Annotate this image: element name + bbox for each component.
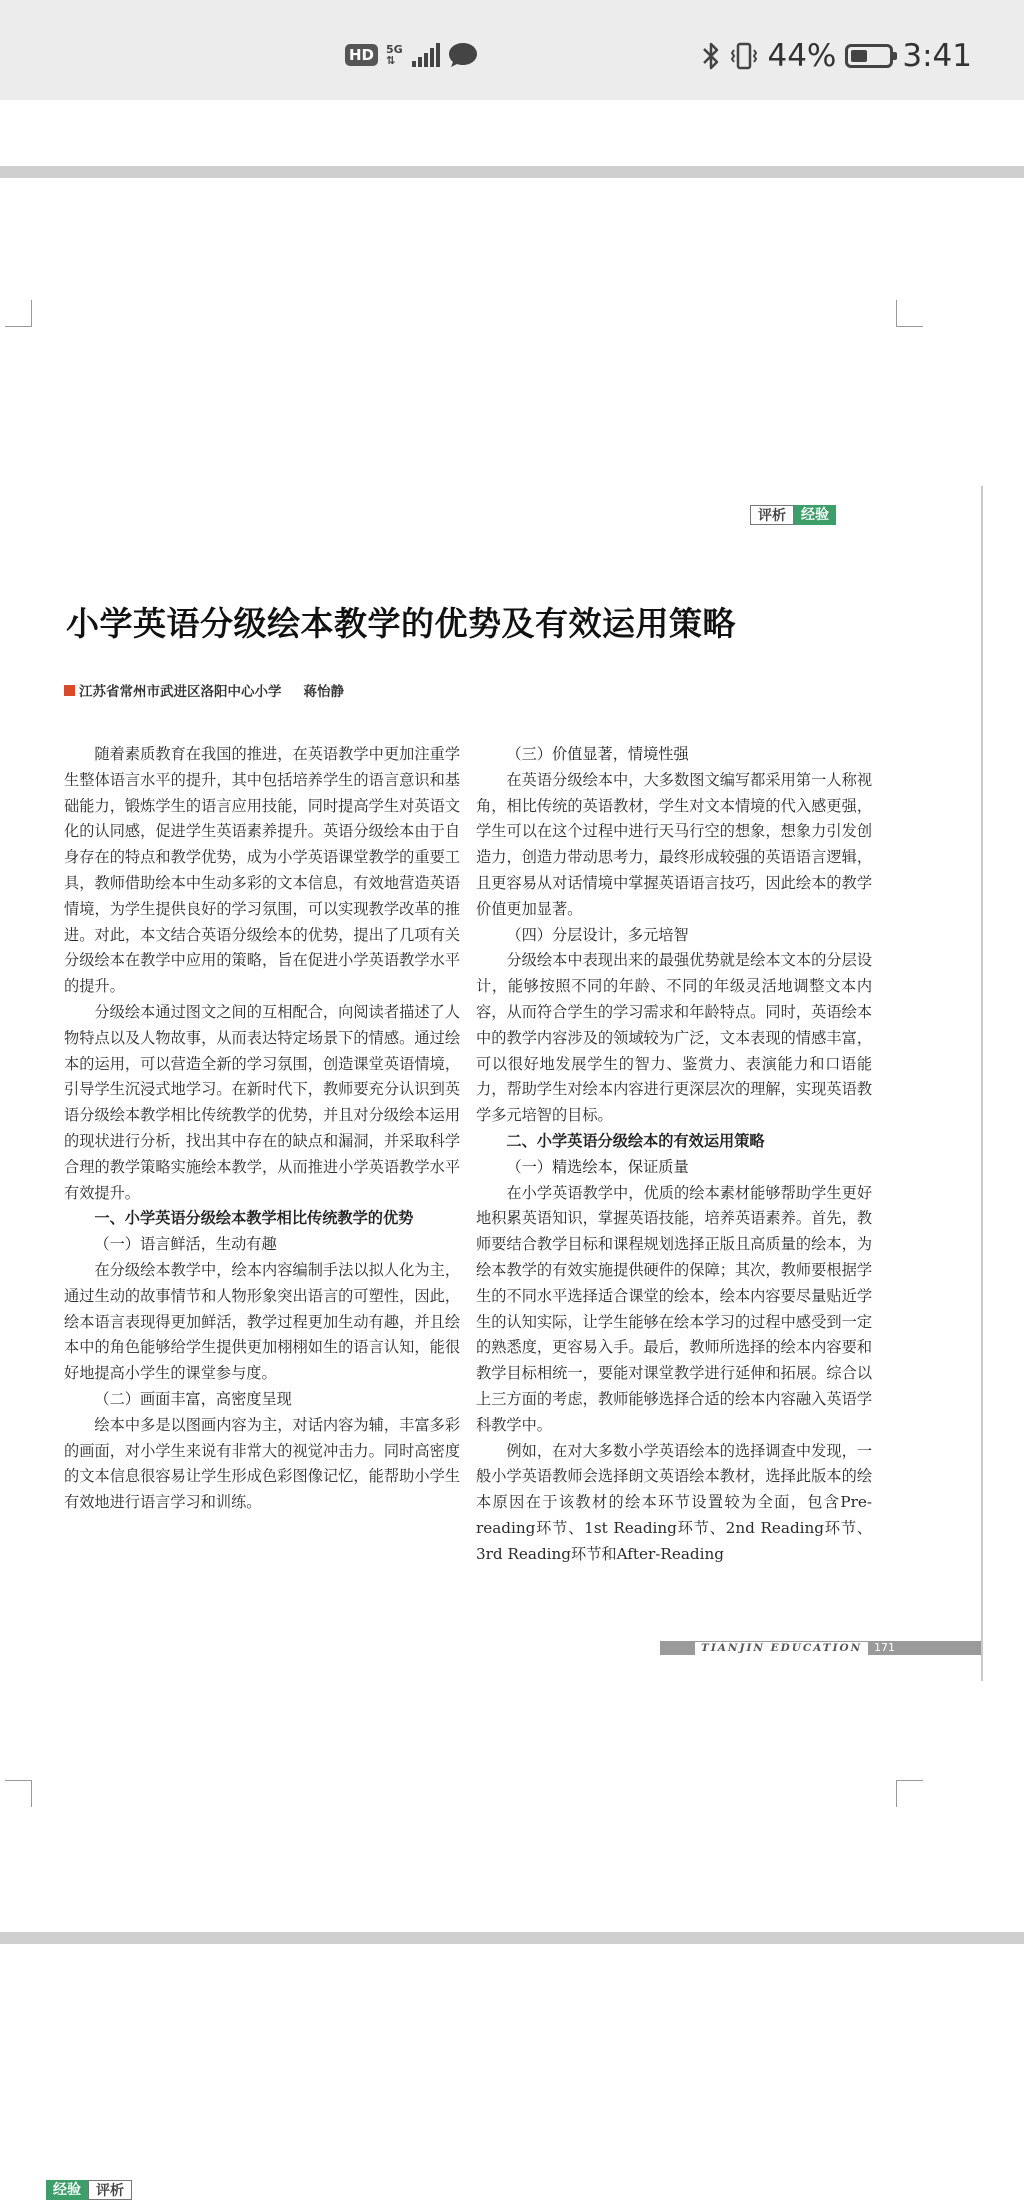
battery-percent: 44%	[767, 38, 837, 74]
text-column-right	[476, 742, 872, 1568]
bluetooth-icon	[701, 41, 721, 71]
paragraph: 随着素质教育在我国的推进，在英语教学中更加注重学生整体语言水平的提升，其中包括培养学生的语言意识和基础能力，锻炼学生的语言应用技能，同时提高学生对英语文化的认同感，促进学生英语素养提升。英语分级绘本由于自身存在的特点和教学优势，成为小学英语课堂教学的重要工具，教师借助绘本中生动多彩的文本信息，有效地营造英语情境，为学生提供良好的学习氛围，可以实现教学改革的推进。对此，本文结合英语分级绘本的优势，提出了几项有关分级绘本在教学中应用的策略，旨在促进小学英语教学水平的提升。	[64, 745, 460, 996]
paragraph: 绘本中多是以图画内容为主，对话内容为辅，丰富多彩的画面，对小学生来说有非常大的视觉冲击力。同时高密度的文本信息很容易让学生形成色彩图像记忆，能帮助小学生有效地进行语言学习和训练。	[64, 1415, 460, 1512]
section-heading: 二、小学英语分级绘本的有效运用策略	[506, 1131, 765, 1150]
network-type: 5G ⇅	[386, 43, 403, 67]
paragraph: 在英语分级绘本中，大多数图文编写都采用第一人称视角，相比传统的英语教材，学生对文本情境的代入感更强，学生可以在这个过程中进行天马行空的想象，想象力引发创造力，创造力带动思考力，最终形成较强的英语语言逻辑，且更容易从对话情境中掌握英语语言技巧，因此绘本的教学价值更加显著。	[476, 770, 872, 918]
text-column-left	[64, 742, 460, 1516]
page-separator	[0, 166, 1024, 178]
subsection-heading: （一）语言鲜活，生动有趣	[94, 1235, 277, 1254]
data-arrows-icon: ⇅	[386, 54, 396, 67]
page-margin-rule	[981, 486, 983, 1681]
paragraph: 分级绘本通过图文之间的互相配合，向阅读者描述了人物特点以及人物故事，从而表达特定场景下的情感。通过绘本的运用，可以营造全新的学习氛围，创造课堂英语情境，引导学生沉浸式地学习。在新时代下，教师要充分认识到英语分级绘本教学相比传统教学的优势，并且对分级绘本运用的现状进行分析，找出其中存在的缺点和漏洞，并采取科学合理的教学策略实施绘本教学，从而推进小学英语教学水平有效提升。	[64, 1002, 460, 1202]
clock: 3:41	[902, 38, 972, 74]
crop-mark	[896, 300, 923, 327]
crop-mark	[5, 300, 32, 327]
subsection-heading: （一）精选绘本，保证质量	[506, 1157, 689, 1176]
author-name: 蒋怡静	[303, 684, 344, 700]
subsection-heading: （二）画面丰富，高密度呈现	[94, 1389, 292, 1408]
tag-experience: 经验	[794, 505, 836, 525]
tag-commentary: 评析	[750, 505, 794, 525]
battery-icon	[845, 44, 893, 68]
journal-name: TIANJIN EDUCATION	[695, 1642, 868, 1655]
next-page-tag	[46, 2180, 132, 2200]
article-title: 小学英语分级绘本教学的优势及有效运用策略	[66, 604, 736, 643]
status-left	[345, 42, 478, 68]
status-right	[701, 38, 972, 74]
author-line	[64, 680, 344, 700]
affiliation: 江苏省常州市武进区洛阳中心小学	[79, 684, 282, 700]
message-icon	[448, 42, 478, 68]
status-bar	[0, 0, 1024, 100]
section-heading: 一、小学英语分级绘本教学相比传统教学的优势	[94, 1209, 414, 1228]
paragraph: 在小学英语教学中，优质的绘本素材能够帮助学生更好地积累英语知识，掌握英语技能，培养英语素养。首先，教师要结合教学目标和课程规划选择正版且高质量的绘本，为绘本教学的有效实施提供硬件的保障；其次，教师要根据学生的不同水平选择适合课堂的绘本，绘本内容要尽量贴近学生的认知实际，让学生能够在绘本学习的过程中感受到一定的熟悉度，更容易入手。最后，教师所选择的绘本内容要和教学目标相统一，要能对课堂教学进行延伸和拓展。综合以上三方面的考虑，教师能够选择合适的绘本内容融入英语学科教学中。	[476, 1183, 872, 1434]
crop-mark	[896, 1780, 923, 1807]
paragraph: 在分级绘本教学中，绘本内容编制手法以拟人化为主，通过生动的故事情节和人物形象突出语言的可塑性，因此，绘本语言表现得更加鲜活，教学过程更加生动有趣，并且绘本中的角色能够给学生提供更加栩栩如生的语言认知，能很好地提高小学生的课堂参与度。	[64, 1260, 460, 1383]
signal-icon	[412, 43, 440, 67]
crop-mark	[5, 1780, 32, 1807]
subsection-heading: （三）价值显著，情境性强	[506, 745, 689, 763]
hd-icon: HD	[345, 44, 378, 66]
tag-experience: 经验	[46, 2180, 88, 2200]
paragraph: 例如，在对大多数小学英语绘本的选择调查中发现，一般小学英语教师会选择朗文英语绘本教材，选择此版本的绘本原因在于该教材的绘本环节设置较为全面，包含Pre-reading环节、1st Reading环节、2nd Reading环节、3rd Reading环节和After-Reading	[476, 1441, 872, 1563]
page-separator	[0, 1932, 1024, 1944]
page-number: 171	[874, 1641, 895, 1654]
vibrate-icon	[730, 41, 758, 71]
section-tag	[750, 505, 836, 525]
tag-commentary: 评析	[88, 2180, 132, 2200]
bullet-square-icon	[64, 685, 75, 696]
subsection-heading: （四）分层设计，多元培智	[506, 925, 689, 944]
paragraph: 分级绘本中表现出来的最强优势就是绘本文本的分层设计，能够按照不同的年龄、不同的年级灵活地调整文本内容，从而符合学生的学习需求和年龄特点。同时，英语绘本中的教学内容涉及的领域较为广泛，文本表现的情感丰富，可以很好地发展学生的智力、鉴赏力、表演能力和口语能力，帮助学生对绘本内容进行更深层次的理解，实现英语教学多元培智的目标。	[476, 951, 872, 1125]
